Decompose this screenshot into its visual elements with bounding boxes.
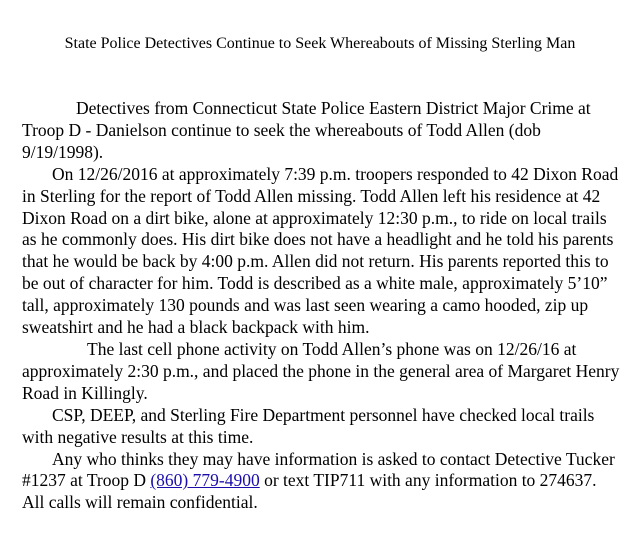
paragraph-intro-text: Detectives from Connecticut State Police Eastern District Major Crime at Troop D - Danielson continue to seek the whereabouts of Todd Allen (dob 9/19/1998). xyxy=(22,98,591,162)
contact-text-before: Any who thinks they may have information is asked to contact Detective Tucker #1237 at Troop D xyxy=(22,448,615,491)
paragraph-cell-phone-text: The last cell phone activity on Todd Allen’s phone was on 12/26/16 at approximately 2:30 p.m., and placed the phone in the general area of Margaret Henry Road in Killingly. xyxy=(22,338,620,403)
paragraph-intro xyxy=(22,98,622,164)
paragraph-search-text: CSP, DEEP, and Sterling Fire Department personnel have checked local trails with negative results at this time. xyxy=(22,404,595,447)
contact-text-after: or text TIP711 with any information to 274637. All calls will remain confidential. xyxy=(22,470,597,513)
press-release-body xyxy=(22,98,622,514)
paragraph-incident-text: On 12/26/2016 at approximately 7:39 p.m. troopers responded to 42 Dixon Road in Sterling for the report of Todd Allen missing. Todd Allen left his residence at 42 Dixon Road on a dirt bike, alone at approximately 12:30 p.m., to ride on local trails as he commonly does. His dirt bike does not have a headlight and he told his parents that he would be back by 4:00 p.m. Allen did not return. His parents reported this to be out of character for him. Todd is described as a white male, approximately 5’10” tall, approximately 130 pounds and was last seen wearing a camo hooded, zip up sweatshirt and he had a black backpack with him. xyxy=(22,163,619,338)
paragraph-contact xyxy=(22,449,622,515)
paragraph-incident xyxy=(22,164,622,339)
phone-link[interactable]: (860) 779-4900 xyxy=(150,470,260,491)
paragraph-cell-phone xyxy=(22,339,622,405)
page-title: State Police Detectives Continue to Seek Whereabouts of Missing Sterling Man xyxy=(64,35,576,52)
paragraph-search xyxy=(22,405,622,449)
